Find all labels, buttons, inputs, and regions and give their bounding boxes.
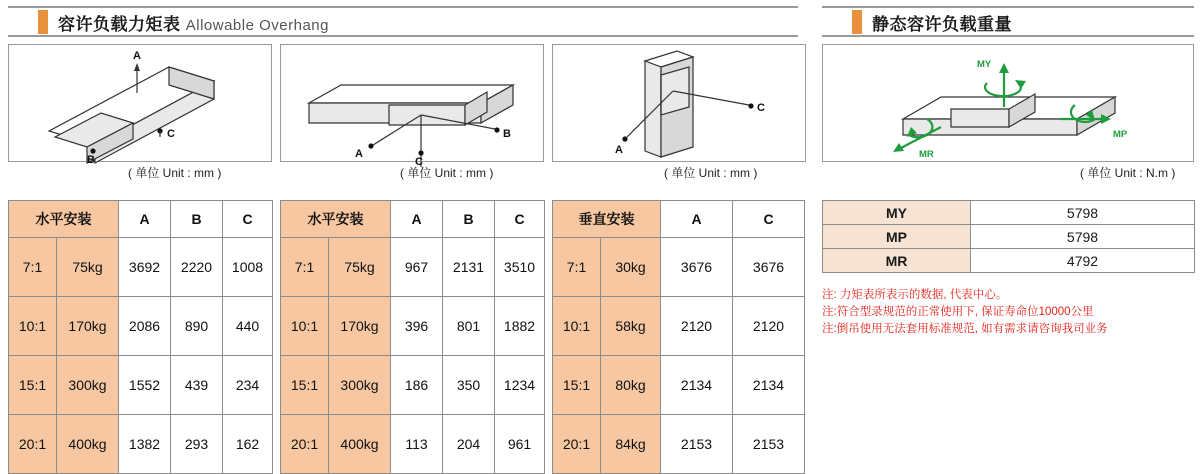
table-row: [281, 238, 545, 297]
diagram-box-1: [8, 44, 272, 166]
svg-text:B: B: [87, 154, 95, 166]
table-row: [823, 225, 1195, 249]
cell-load: 400kg: [329, 415, 391, 474]
diagram-horizontal-1: [9, 45, 271, 166]
header-rule-top: [8, 6, 798, 8]
svg-text:A: A: [615, 144, 623, 156]
cell-ratio: 7:1: [281, 238, 329, 297]
cell-a: 3692: [119, 238, 171, 297]
table-row: [281, 297, 545, 356]
left-title-en: Allowable Overhang: [185, 16, 329, 34]
note-2: 注:符合型录规范的正常使用下, 保证寿命位10000公里: [822, 306, 1094, 318]
diagram-box-2: [280, 44, 544, 168]
unit-label-1: ( 单位 Unit : mm ): [128, 166, 222, 180]
th-a: A: [391, 201, 443, 238]
cell-load: 84kg: [601, 415, 661, 474]
table-header-row: [553, 201, 805, 238]
cell-a: 2120: [661, 297, 733, 356]
table-vertical: [552, 200, 805, 474]
cell-ratio: 20:1: [553, 415, 601, 474]
left-title: [58, 10, 329, 35]
cell-a: 113: [391, 415, 443, 474]
cell-b: 801: [443, 297, 495, 356]
table-row: [553, 297, 805, 356]
cell-c: 1234: [495, 356, 545, 415]
cell-c: 3676: [733, 238, 805, 297]
cell-c: 2120: [733, 297, 805, 356]
table-row: [9, 356, 273, 415]
note-1: 注: 力矩表所表示的数据, 代表中心。: [822, 289, 1008, 301]
svg-text:MY: MY: [977, 59, 992, 70]
table-header-row: [281, 201, 545, 238]
svg-text:C: C: [757, 102, 765, 114]
cell-b: 2131: [443, 238, 495, 297]
cell-a: 186: [391, 356, 443, 415]
table-row: [9, 238, 273, 297]
cell-ratio: 10:1: [281, 297, 329, 356]
diagram-box-3: [552, 44, 806, 162]
cell-a: 967: [391, 238, 443, 297]
unit-label-3: ( 单位 Unit : mm ): [664, 166, 758, 180]
cell-c: 234: [223, 356, 273, 415]
th-mount: 水平安装: [281, 201, 391, 238]
cell-ratio: 20:1: [9, 415, 57, 474]
cell-ratio: 10:1: [553, 297, 601, 356]
cell-b: 204: [443, 415, 495, 474]
note-3: 注:倒吊使用无法套用标准规范, 如有需求请咨询我司业务: [822, 323, 1108, 335]
diagram-horizontal-2: [281, 45, 543, 168]
cell-a: 1382: [119, 415, 171, 474]
cell-ratio: 15:1: [553, 356, 601, 415]
left-section-header: [8, 6, 798, 36]
panel-vertical: [552, 44, 806, 474]
cell-ratio: 20:1: [281, 415, 329, 474]
cell-load: 80kg: [601, 356, 661, 415]
table-row: [823, 249, 1195, 273]
cell-c: 2153: [733, 415, 805, 474]
cell-a: 396: [391, 297, 443, 356]
table-static-load: [822, 200, 1195, 273]
cell-ratio: 15:1: [9, 356, 57, 415]
cell-b: 2220: [171, 238, 223, 297]
table-row: [823, 201, 1195, 225]
cell-c: 440: [223, 297, 273, 356]
cell-b: 293: [171, 415, 223, 474]
accent-bar-right: [852, 10, 862, 34]
th-c: C: [223, 201, 273, 238]
cell-c: 162: [223, 415, 273, 474]
th-mount: 水平安装: [9, 201, 119, 238]
svg-text:C: C: [415, 156, 423, 168]
cell-b: 890: [171, 297, 223, 356]
table-row: [553, 415, 805, 474]
diagram-vertical: [553, 45, 805, 161]
cell-ratio: 7:1: [553, 238, 601, 297]
header-rule-top-right: [822, 6, 1194, 8]
cell-moment-value: 5798: [971, 201, 1195, 225]
left-title-cn: 容许负载力矩表: [58, 14, 181, 34]
notes-block: [822, 287, 1195, 338]
table-row: [553, 356, 805, 415]
diagram-box-4: [822, 44, 1194, 162]
th-a: A: [661, 201, 733, 238]
cell-moment-label: MR: [823, 249, 971, 273]
svg-text:A: A: [133, 50, 141, 62]
cell-load: 400kg: [57, 415, 119, 474]
th-c: C: [733, 201, 805, 238]
panel-horizontal-1: [8, 44, 273, 474]
svg-text:MR: MR: [919, 149, 934, 160]
svg-text:MP: MP: [1113, 129, 1128, 140]
table-horizontal-1: [8, 200, 273, 474]
unit-label-4: ( 单位 Unit : N.m ): [1080, 166, 1176, 180]
th-b: B: [171, 201, 223, 238]
cell-ratio: 7:1: [9, 238, 57, 297]
table-row: [281, 415, 545, 474]
cell-load: 75kg: [57, 238, 119, 297]
th-a: A: [119, 201, 171, 238]
unit-label-2: ( 单位 Unit : mm ): [400, 166, 494, 180]
cell-moment-value: 5798: [971, 225, 1195, 249]
cell-moment-label: MY: [823, 201, 971, 225]
diagram-moments: [823, 45, 1193, 161]
table-row: [281, 356, 545, 415]
right-title: [872, 10, 1012, 35]
panel-horizontal-2: [280, 44, 545, 474]
cell-load: 170kg: [329, 297, 391, 356]
cell-load: 58kg: [601, 297, 661, 356]
cell-c: 3510: [495, 238, 545, 297]
table-row: [9, 415, 273, 474]
svg-text:A: A: [355, 148, 363, 160]
cell-load: 170kg: [57, 297, 119, 356]
cell-b: 439: [171, 356, 223, 415]
cell-load: 75kg: [329, 238, 391, 297]
cell-moment-value: 4792: [971, 249, 1195, 273]
header-rule-bottom-right: [822, 35, 1194, 37]
svg-text:C: C: [167, 128, 175, 140]
cell-c: 1882: [495, 297, 545, 356]
cell-ratio: 10:1: [9, 297, 57, 356]
table-row: [553, 238, 805, 297]
cell-moment-label: MP: [823, 225, 971, 249]
th-c: C: [495, 201, 545, 238]
cell-ratio: 15:1: [281, 356, 329, 415]
table-row: [9, 297, 273, 356]
table-horizontal-2: [280, 200, 545, 474]
table-header-row: [9, 201, 273, 238]
cell-a: 3676: [661, 238, 733, 297]
cell-a: 1552: [119, 356, 171, 415]
right-section-header: [822, 6, 1194, 36]
cell-a: 2086: [119, 297, 171, 356]
th-b: B: [443, 201, 495, 238]
cell-c: 1008: [223, 238, 273, 297]
right-title-cn: 静态容许负载重量: [872, 14, 1012, 34]
cell-load: 30kg: [601, 238, 661, 297]
cell-c: 961: [495, 415, 545, 474]
accent-bar: [38, 10, 48, 34]
cell-load: 300kg: [57, 356, 119, 415]
th-mount: 垂直安装: [553, 201, 661, 238]
cell-a: 2153: [661, 415, 733, 474]
panel-static-load: [822, 44, 1195, 338]
svg-text:B: B: [503, 128, 511, 140]
cell-a: 2134: [661, 356, 733, 415]
header-rule-bottom: [8, 35, 798, 37]
cell-b: 350: [443, 356, 495, 415]
cell-load: 300kg: [329, 356, 391, 415]
cell-c: 2134: [733, 356, 805, 415]
